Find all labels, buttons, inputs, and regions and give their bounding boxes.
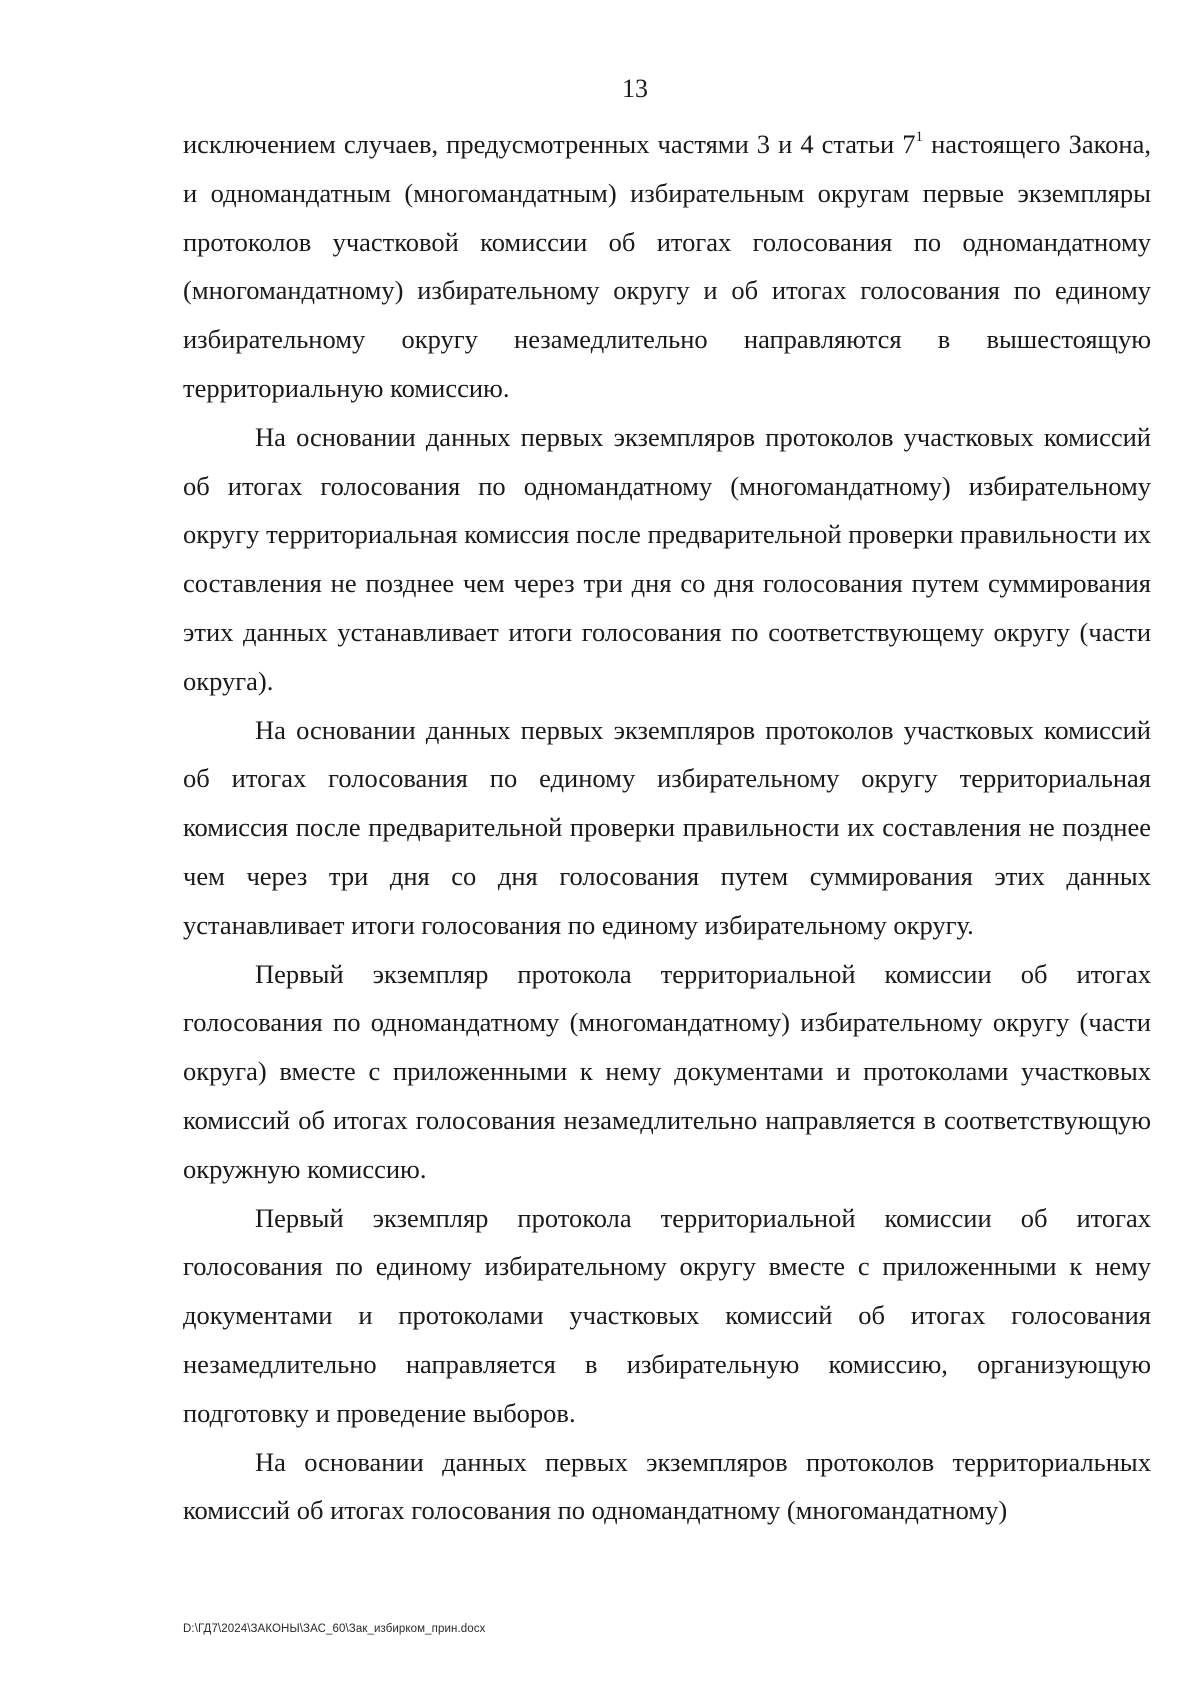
paragraph-1 [183, 120, 1151, 413]
paragraph-1-text: исключением случаев, предусмотренных частями 3 и 4 статьи 7 [183, 129, 916, 159]
superscript-index: 1 [915, 129, 924, 145]
paragraph-3: На основании данных первых экземпляров протоколов участковых комиссий об итогах голосования по единому избирательному округу территориальная комиссия после предварительной проверки правильности их составления не позднее чем через три дня со дня голосования путем суммирования этих данных устанавливает итоги голосования по единому избирательному округу. [183, 714, 1151, 940]
paragraph-4: Первый экземпляр протокола территориальной комиссии об итогах голосования по одномандатному (многомандатному) избирательному округу (части округа) вместе с приложенными к нему документами и протоколами участковых комиссий об итогах голосования незамедлительно направляется в соответствующую окружную комиссию. [183, 958, 1151, 1184]
document-body [183, 120, 1151, 1535]
paragraph-2: На основании данных первых экземпляров протоколов участковых комиссий об итогах голосования по одномандатному (многомандатному) избирательному округу территориальная комиссия после предварительной проверки правильности их составления не позднее чем через три дня со дня голосования путем суммирования этих данных устанавливает итоги голосования по соответствующему округу (части округа). [183, 421, 1151, 696]
paragraph-1-text-continued: настоящего Закона, и одномандатным (многомандатным) избирательным округам первые экземпляры протоколов участковой комиссии об итогах голосования по одномандатному (многомандатному) избирательному округу и об итогах голосования по единому избирательному округу незамедлительно направляются в вышестоящую территориальную комиссию. [183, 129, 1151, 403]
page-number: 13 [622, 74, 648, 103]
footer-file-path: D:\ГД7\2024\ЗАКОНЫ\ЗАС_60\Зак_избирком_прин.docx [183, 1623, 486, 1635]
paragraph-6: На основании данных первых экземпляров протоколов территориальных комиссий об итогах голосования по одномандатному (многомандатному) [183, 1446, 1151, 1526]
paragraph-5: Первый экземпляр протокола территориальной комиссии об итогах голосования по единому избирательному округу вместе с приложенными к нему документами и протоколами участковых комиссий об итогах голосования незамедлительно направляется в избирательную комиссию, организующую подготовку и проведение выборов. [183, 1202, 1151, 1428]
